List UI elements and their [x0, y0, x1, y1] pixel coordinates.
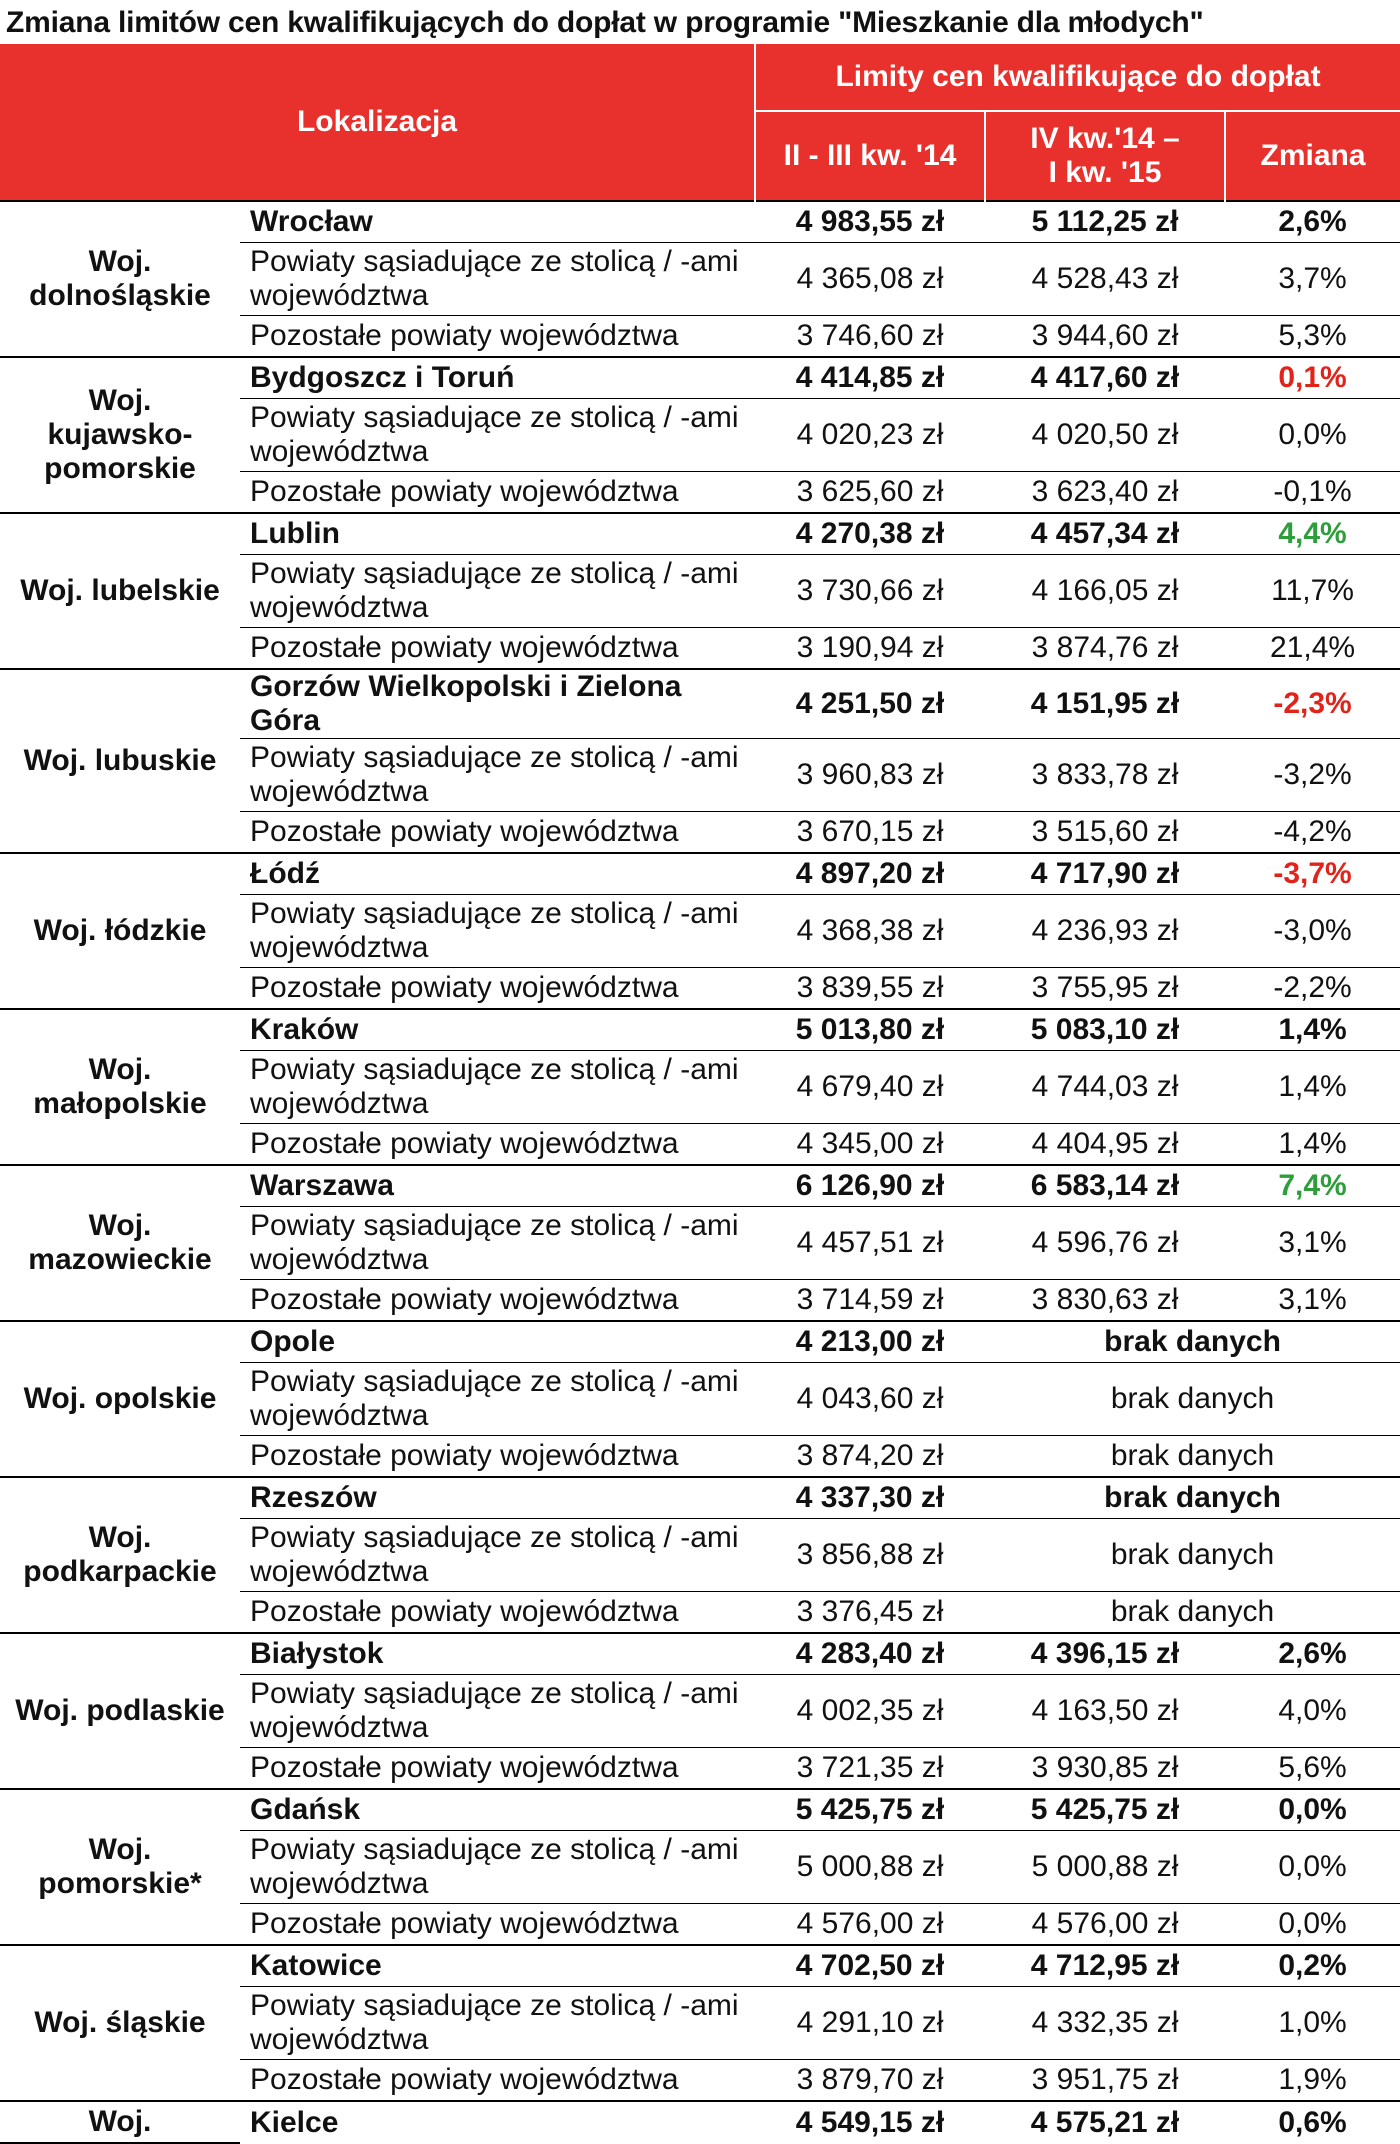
location-name-line: Powiaty sąsiadujące ze stolicą / -ami [250, 897, 739, 930]
location-name-line: Gdańsk [250, 1793, 361, 1826]
location-name-line: Katowice [250, 1949, 382, 1982]
region-name-line: Woj. łódzkie [33, 914, 207, 947]
location-name-line: Pozostałe powiaty województwa [250, 1907, 679, 1940]
region-name-line: podkarpackie [23, 1555, 217, 1588]
region-name [0, 2101, 240, 2143]
location-name [240, 895, 755, 968]
change-value: -2,3% [1225, 669, 1400, 739]
location-name-line: województwa [250, 2023, 429, 2056]
price-limit-period-1: 3 625,60 zł [755, 472, 985, 514]
location-name [240, 1748, 755, 1790]
region-name-line: Woj. [88, 245, 152, 278]
change-value: 0,2% [1225, 1945, 1400, 1987]
location-name-line: Kielce [250, 2105, 339, 2139]
change-value: -3,2% [1225, 739, 1400, 812]
change-value: 0,0% [1225, 1831, 1400, 1904]
price-limit-period-1: 3 190,94 zł [755, 628, 985, 670]
page-title: Zmiana limitów cen kwalifikujących do dopłat w programie "Mieszkanie dla młodych" [6, 6, 1204, 39]
location-name-line: Powiaty sąsiadujące ze stolicą / -ami [250, 401, 739, 434]
table-row [0, 669, 1400, 739]
change-value: 2,6% [1225, 1633, 1400, 1675]
location-name [240, 1592, 755, 1634]
price-limit-period-1: 5 013,80 zł [755, 1009, 985, 1051]
region-name [0, 1633, 240, 1789]
region-name-line: Woj. śląskie [34, 2006, 206, 2039]
table-row [0, 1165, 1400, 1207]
table-row [0, 1633, 1400, 1675]
change-value: 0,6% [1225, 2101, 1400, 2143]
table-body [0, 201, 1400, 2143]
header-limits: Limity cen kwalifikujące do dopłat [755, 44, 1400, 111]
location-name [240, 1987, 755, 2060]
no-data-cell: brak danych [985, 1592, 1400, 1634]
location-name [240, 555, 755, 628]
table-row [0, 201, 1400, 243]
price-limit-period-1: 4 414,85 zł [755, 357, 985, 399]
change-value: 5,3% [1225, 316, 1400, 358]
price-limit-period-1: 3 839,55 zł [755, 968, 985, 1010]
change-value: 3,7% [1225, 243, 1400, 316]
price-limit-period-1: 3 730,66 zł [755, 555, 985, 628]
location-name-line: województwa [250, 1711, 429, 1744]
location-name-line: Pozostałe powiaty województwa [250, 1751, 679, 1784]
location-name-line: Powiaty sąsiadujące ze stolicą / -ami [250, 1833, 739, 1866]
table-row [0, 1477, 1400, 1519]
region-name [0, 513, 240, 669]
location-name [240, 739, 755, 812]
location-name-line: Powiaty sąsiadujące ze stolicą / -ami [250, 1365, 739, 1398]
price-limit-period-1: 4 043,60 zł [755, 1363, 985, 1436]
location-name-line: Wrocław [250, 205, 373, 238]
location-name-line: Pozostałe powiaty województwa [250, 815, 679, 848]
location-name-line: Pozostałe powiaty województwa [250, 319, 679, 352]
location-name [240, 2060, 755, 2102]
price-limit-period-2: 4 151,95 zł [985, 669, 1225, 739]
change-value: 0,0% [1225, 1904, 1400, 1946]
price-limit-period-2: 4 717,90 zł [985, 853, 1225, 895]
price-limit-period-1: 4 270,38 zł [755, 513, 985, 555]
price-limit-period-2: 4 163,50 zł [985, 1675, 1225, 1748]
location-name [240, 1477, 755, 1519]
change-value: -0,1% [1225, 472, 1400, 514]
price-limit-period-2: 4 712,95 zł [985, 1945, 1225, 1987]
location-name [240, 513, 755, 555]
location-name [240, 1945, 755, 1987]
location-name-line: Pozostałe powiaty województwa [250, 971, 679, 1004]
location-name [240, 1051, 755, 1124]
location-name [240, 1633, 755, 1675]
no-data-cell: brak danych [985, 1436, 1400, 1478]
region-name [0, 1945, 240, 2101]
price-limit-period-2: 3 755,95 zł [985, 968, 1225, 1010]
location-name [240, 201, 755, 243]
header-change: Zmiana [1225, 111, 1400, 201]
location-name [240, 1831, 755, 1904]
region-name [0, 669, 240, 853]
price-limit-period-1: 4 337,30 zł [755, 1477, 985, 1519]
location-name-line: Pozostałe powiaty województwa [250, 1439, 679, 1472]
region-name-line: małopolskie [33, 1087, 207, 1120]
price-limits-table [0, 44, 1400, 2144]
table-header [0, 44, 1400, 201]
price-limit-period-1: 4 702,50 zł [755, 1945, 985, 1987]
location-name [240, 1280, 755, 1322]
region-name [0, 201, 240, 357]
price-limit-period-1: 3 746,60 zł [755, 316, 985, 358]
region-name [0, 357, 240, 513]
price-limit-period-1: 3 960,83 zł [755, 739, 985, 812]
region-name-line: pomorskie [44, 452, 196, 485]
price-limit-period-1: 4 002,35 zł [755, 1675, 985, 1748]
price-limit-period-1: 4 251,50 zł [755, 669, 985, 739]
price-limit-period-1: 4 213,00 zł [755, 1321, 985, 1363]
location-name [240, 853, 755, 895]
location-name-line: województwa [250, 931, 429, 964]
table-row [0, 1789, 1400, 1831]
change-value: 1,4% [1225, 1124, 1400, 1166]
price-limit-period-2: 4 236,93 zł [985, 895, 1225, 968]
change-value: 11,7% [1225, 555, 1400, 628]
price-limit-period-1: 4 897,20 zł [755, 853, 985, 895]
region-name [0, 1165, 240, 1321]
location-name [240, 1165, 755, 1207]
price-limit-period-1: 5 425,75 zł [755, 1789, 985, 1831]
price-limit-period-1: 4 368,38 zł [755, 895, 985, 968]
region-name-line: Woj. [88, 1833, 152, 1866]
location-name-line: Pozostałe powiaty województwa [250, 1283, 679, 1316]
location-name-line: Pozostałe powiaty województwa [250, 1595, 679, 1628]
change-value: 2,6% [1225, 201, 1400, 243]
location-name [240, 628, 755, 670]
price-limit-period-1: 4 291,10 zł [755, 1987, 985, 2060]
region-name-line: Woj. lubelskie [20, 574, 220, 607]
price-limit-period-2: 4 396,15 zł [985, 1633, 1225, 1675]
header-location: Lokalizacja [0, 44, 755, 201]
price-limit-period-2: 4 744,03 zł [985, 1051, 1225, 1124]
price-limit-period-2: 3 951,75 zł [985, 2060, 1225, 2102]
region-name-line: Woj. [88, 1521, 152, 1554]
region-name [0, 1477, 240, 1633]
region-name-line: kujawsko- [47, 418, 193, 451]
price-limit-period-2: 5 425,75 zł [985, 1789, 1225, 1831]
location-name [240, 316, 755, 358]
price-limit-period-2: 4 332,35 zł [985, 1987, 1225, 2060]
location-name-line: województwa [250, 279, 429, 312]
region-name-line: mazowieckie [28, 1243, 212, 1276]
change-value: 4,4% [1225, 513, 1400, 555]
location-name-line: Lublin [250, 517, 340, 550]
location-name-line: województwa [250, 1555, 429, 1588]
region-name [0, 1789, 240, 1945]
location-name-line: Pozostałe powiaty województwa [250, 475, 679, 508]
location-name-line: Białystok [250, 1637, 384, 1670]
region-name [0, 1321, 240, 1477]
region-name-line: Woj. [88, 1053, 152, 1086]
change-value: 0,0% [1225, 1789, 1400, 1831]
price-limit-period-1: 3 670,15 zł [755, 812, 985, 854]
header-period-1: II - III kw. '14 [755, 111, 985, 201]
change-value: 3,1% [1225, 1207, 1400, 1280]
location-name [240, 357, 755, 399]
location-name-line: Powiaty sąsiadujące ze stolicą / -ami [250, 1989, 739, 2022]
change-value: 1,0% [1225, 1987, 1400, 2060]
change-value: -3,0% [1225, 895, 1400, 968]
location-name-line: województwa [250, 435, 429, 468]
header-period-2-line2: I kw. '15 [1048, 156, 1162, 189]
price-limit-period-1: 4 576,00 zł [755, 1904, 985, 1946]
location-name [240, 1904, 755, 1946]
location-name-line: Powiaty sąsiadujące ze stolicą / -ami [250, 557, 739, 590]
price-limit-period-2: 3 833,78 zł [985, 739, 1225, 812]
location-name [240, 1519, 755, 1592]
table-row [0, 513, 1400, 555]
price-limit-period-1: 3 376,45 zł [755, 1592, 985, 1634]
location-name [240, 669, 755, 739]
no-data-cell: brak danych [985, 1321, 1400, 1363]
price-limit-period-1: 6 126,90 zł [755, 1165, 985, 1207]
change-value: 4,0% [1225, 1675, 1400, 1748]
change-value: 0,0% [1225, 399, 1400, 472]
location-name-line: Opole [250, 1325, 336, 1358]
region-name-line: Woj. podlaskie [15, 1694, 225, 1727]
region-name-line: dolnośląskie [29, 279, 211, 312]
region-name-line: Woj. opolskie [23, 1382, 217, 1415]
location-name-line: Powiaty sąsiadujące ze stolicą / -ami [250, 1677, 739, 1710]
price-limit-period-1: 4 457,51 zł [755, 1207, 985, 1280]
location-name [240, 1009, 755, 1051]
price-limit-period-2: 4 404,95 zł [985, 1124, 1225, 1166]
region-name-line: Woj. [88, 384, 152, 417]
location-name-line: Rzeszów [250, 1481, 377, 1514]
location-name-line: województwa [250, 1399, 429, 1432]
location-name-line: Pozostałe powiaty województwa [250, 2063, 679, 2096]
location-name-line: Pozostałe powiaty województwa [250, 631, 679, 664]
price-limit-period-2: 3 830,63 zł [985, 1280, 1225, 1322]
price-limit-period-2: 4 596,76 zł [985, 1207, 1225, 1280]
change-value: 0,1% [1225, 357, 1400, 399]
location-name-line: Powiaty sąsiadujące ze stolicą / -ami [250, 741, 739, 774]
location-name [240, 968, 755, 1010]
location-name-line: Powiaty sąsiadujące ze stolicą / -ami [250, 1521, 739, 1554]
price-limit-period-1: 3 721,35 zł [755, 1748, 985, 1790]
price-limit-period-2: 4 457,34 zł [985, 513, 1225, 555]
price-limit-period-2: 3 515,60 zł [985, 812, 1225, 854]
location-name [240, 2101, 755, 2143]
price-limit-period-1: 3 879,70 zł [755, 2060, 985, 2102]
price-limit-period-2: 4 417,60 zł [985, 357, 1225, 399]
region-name [0, 1009, 240, 1165]
price-limit-period-1: 4 020,23 zł [755, 399, 985, 472]
table-row [0, 2101, 1400, 2143]
price-limit-period-2: 4 166,05 zł [985, 555, 1225, 628]
no-data-cell: brak danych [985, 1363, 1400, 1436]
region-name-line: pomorskie* [38, 1867, 202, 1900]
region-name-line: Woj. [88, 1209, 152, 1242]
price-limit-period-2: 5 083,10 zł [985, 1009, 1225, 1051]
location-name [240, 472, 755, 514]
change-value: 1,4% [1225, 1009, 1400, 1051]
price-limit-period-1: 3 714,59 zł [755, 1280, 985, 1322]
location-name-line: Góra [250, 704, 321, 737]
location-name-line: województwa [250, 1867, 429, 1900]
location-name-line: województwa [250, 591, 429, 624]
price-limit-period-2: 4 575,21 zł [985, 2101, 1225, 2143]
table-row [0, 1945, 1400, 1987]
price-limit-period-2: 4 528,43 zł [985, 243, 1225, 316]
price-limit-period-1: 4 679,40 zł [755, 1051, 985, 1124]
price-limit-period-1: 4 283,40 zł [755, 1633, 985, 1675]
price-limit-period-2: 4 020,50 zł [985, 399, 1225, 472]
header-period-2 [985, 111, 1225, 201]
location-name [240, 1207, 755, 1280]
price-limit-period-2: 3 944,60 zł [985, 316, 1225, 358]
table-row [0, 1321, 1400, 1363]
price-limit-period-1: 3 874,20 zł [755, 1436, 985, 1478]
change-value: -4,2% [1225, 812, 1400, 854]
price-limit-period-2: 5 000,88 zł [985, 1831, 1225, 1904]
location-name-line: Bydgoszcz i Toruń [250, 361, 515, 394]
change-value: 1,9% [1225, 2060, 1400, 2102]
price-limit-period-2: 3 623,40 zł [985, 472, 1225, 514]
location-name [240, 1124, 755, 1166]
location-name [240, 243, 755, 316]
location-name [240, 1321, 755, 1363]
price-limit-period-1: 4 365,08 zł [755, 243, 985, 316]
location-name [240, 1789, 755, 1831]
location-name-line: Warszawa [250, 1169, 394, 1202]
location-name [240, 1363, 755, 1436]
location-name [240, 812, 755, 854]
no-data-cell: brak danych [985, 1477, 1400, 1519]
price-limit-period-1: 4 549,15 zł [755, 2101, 985, 2143]
location-name-line: Powiaty sąsiadujące ze stolicą / -ami [250, 1209, 739, 1242]
table-row [0, 1009, 1400, 1051]
location-name-line: Łódź [250, 857, 320, 890]
location-name-line: Gorzów Wielkopolski i Zielona [250, 670, 682, 703]
change-value: 7,4% [1225, 1165, 1400, 1207]
price-limit-period-1: 3 856,88 zł [755, 1519, 985, 1592]
region-name-line: Woj. lubuskie [23, 744, 217, 777]
price-limit-period-1: 4 345,00 zł [755, 1124, 985, 1166]
region-name-line: Woj. [88, 2105, 152, 2138]
change-value: 5,6% [1225, 1748, 1400, 1790]
location-name-line: województwa [250, 1087, 429, 1120]
table-row [0, 357, 1400, 399]
change-value: -3,7% [1225, 853, 1400, 895]
change-value: 3,1% [1225, 1280, 1400, 1322]
header-period-2-line1: IV kw.'14 – [1030, 122, 1180, 155]
location-name-line: województwa [250, 775, 429, 808]
price-limit-period-2: 4 576,00 zł [985, 1904, 1225, 1946]
price-limit-period-2: 3 930,85 zł [985, 1748, 1225, 1790]
change-value: 21,4% [1225, 628, 1400, 670]
no-data-cell: brak danych [985, 1519, 1400, 1592]
location-name-line: Powiaty sąsiadujące ze stolicą / -ami [250, 1053, 739, 1086]
price-limit-period-2: 5 112,25 zł [985, 201, 1225, 243]
location-name [240, 399, 755, 472]
price-limit-period-2: 6 583,14 zł [985, 1165, 1225, 1207]
location-name [240, 1675, 755, 1748]
price-limit-period-2: 3 874,76 zł [985, 628, 1225, 670]
location-name [240, 1436, 755, 1478]
change-value: 1,4% [1225, 1051, 1400, 1124]
location-name-line: Powiaty sąsiadujące ze stolicą / -ami [250, 245, 739, 278]
location-name-line: Pozostałe powiaty województwa [250, 1127, 679, 1160]
change-value: -2,2% [1225, 968, 1400, 1010]
table-row [0, 853, 1400, 895]
location-name-line: województwa [250, 1243, 429, 1276]
price-limit-period-1: 5 000,88 zł [755, 1831, 985, 1904]
price-limit-period-1: 4 983,55 zł [755, 201, 985, 243]
region-name [0, 853, 240, 1009]
location-name-line: Kraków [250, 1013, 359, 1046]
